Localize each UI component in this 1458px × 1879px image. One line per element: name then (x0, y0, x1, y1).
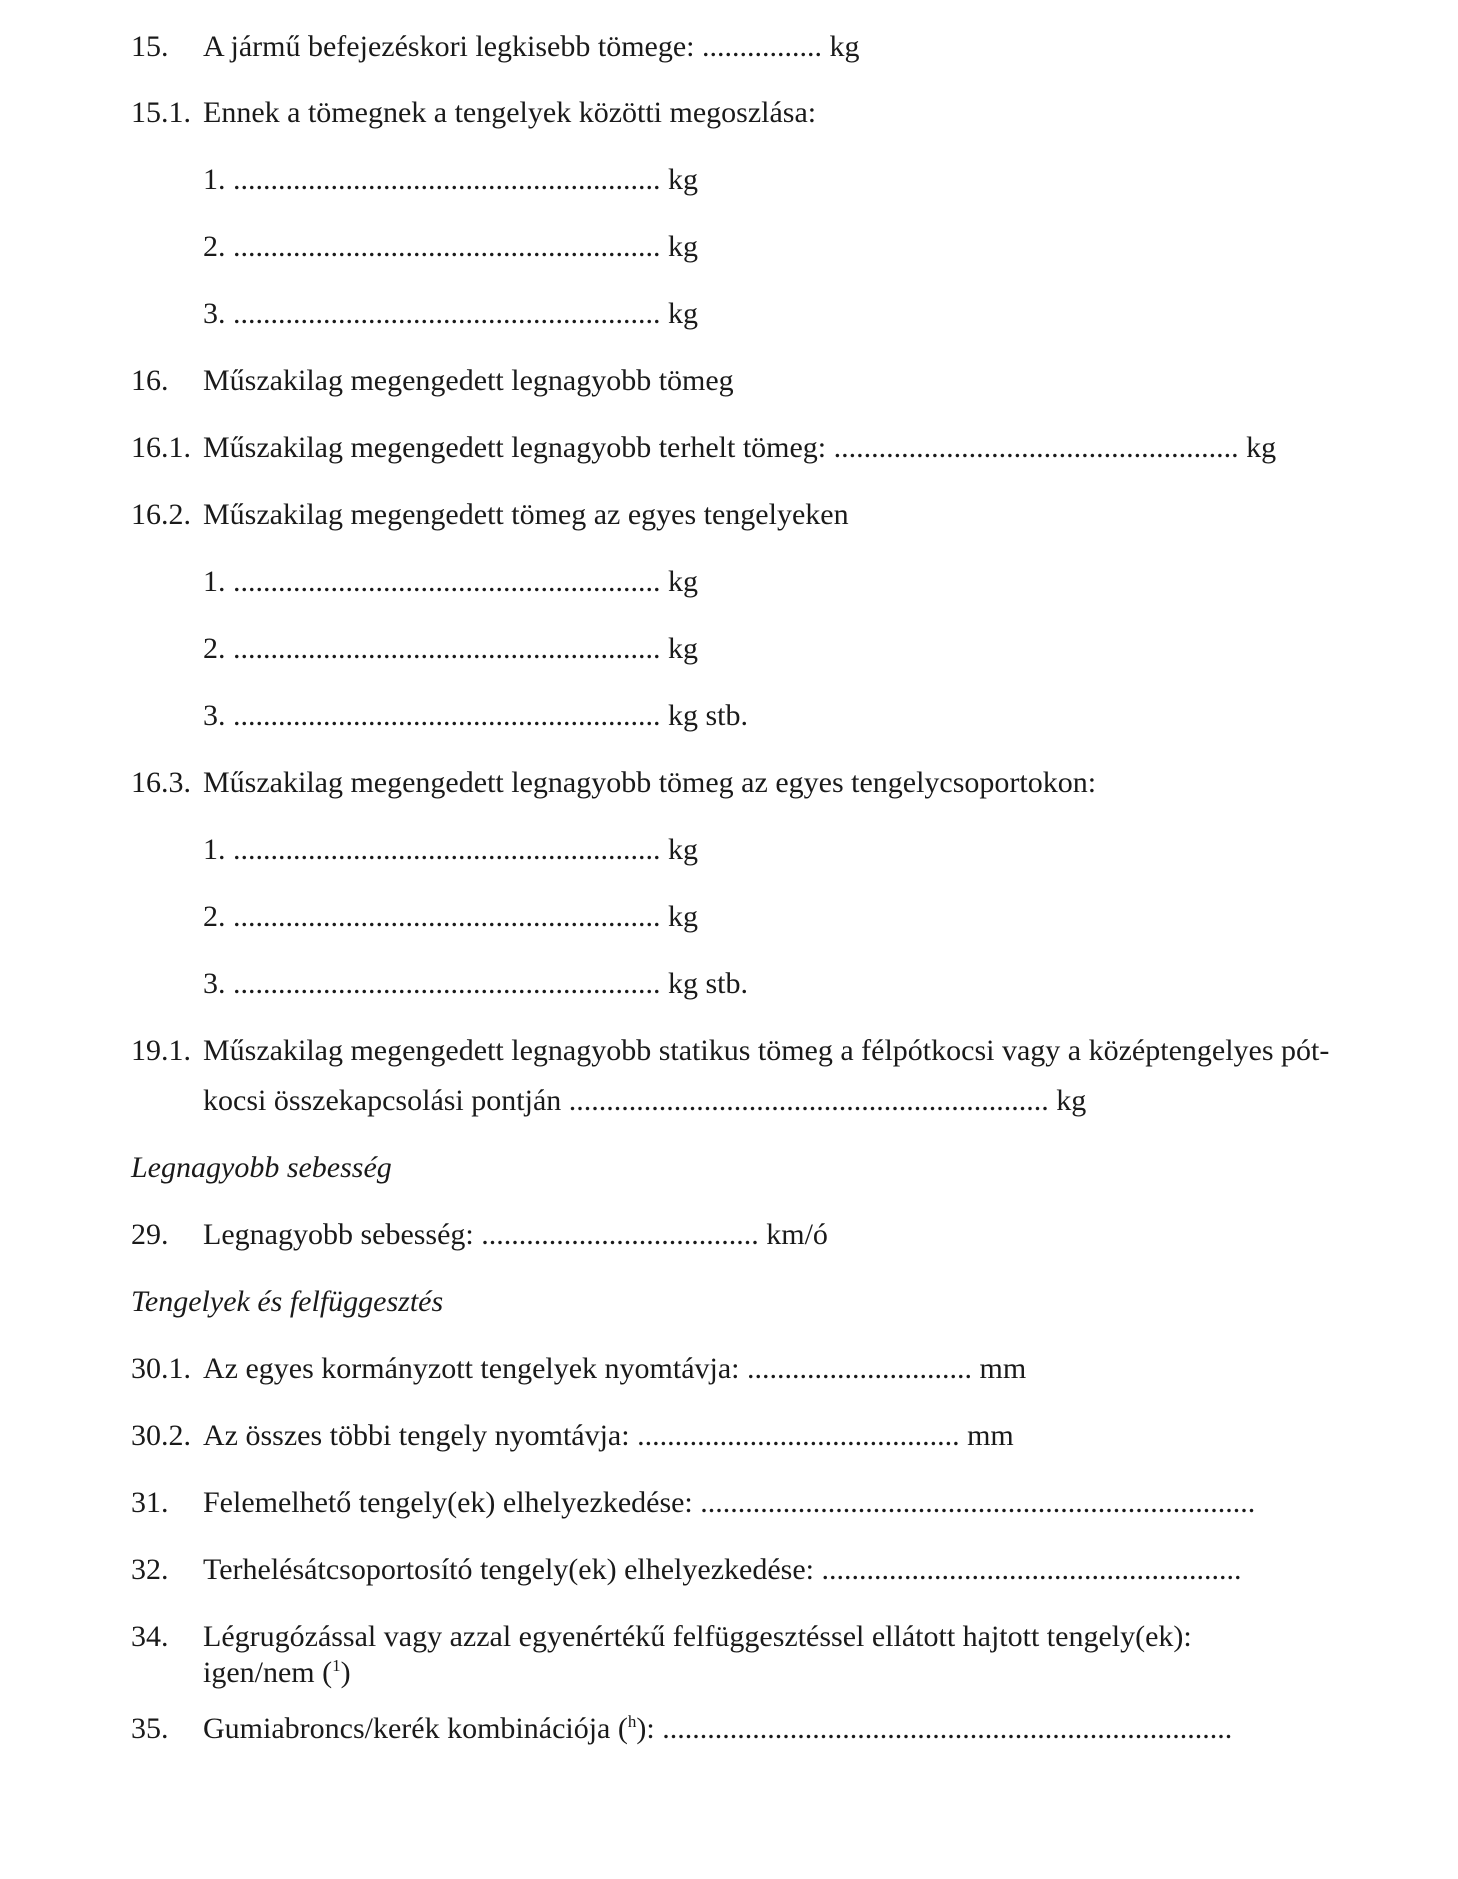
item-number: 32. (131, 1553, 169, 1586)
item-number: 16.2. (131, 498, 191, 531)
item-number: 30.1. (131, 1352, 191, 1385)
item-number: 16.1. (131, 431, 191, 464)
item-text: Ennek a tömegnek a tengelyek közötti megoszlása: (203, 96, 817, 129)
item-text: igen/nem ($^1$) (203, 1656, 351, 1689)
item-number: 19.1. (131, 1034, 191, 1067)
item-text: Műszakilag megengedett legnagyobb tömeg az egyes tengelycsoportokon: (203, 766, 1097, 799)
item-text: Műszakilag megengedett legnagyobb statikus tömeg a félpótkocsi vagy a középtengelyes pót- (203, 1034, 1330, 1067)
item-text: Terhelésátcsoportosító tengely(ek) elhelyezkedése: ........................................................ (203, 1553, 1242, 1586)
item-text: Az egyes kormányzott tengelyek nyomtávja: .............................. mm (203, 1352, 1027, 1385)
item-text: Legnagyobb sebesség: ..................................... km/ó (203, 1218, 828, 1251)
item-text: A jármű befejezéskori legkisebb tömege: ................ kg (203, 30, 860, 63)
item-text: Gumiabroncs/kerék kombinációja ($^h$): ............................................................................ (203, 1712, 1233, 1745)
item-text: Műszakilag megengedett tömeg az egyes tengelyeken (203, 498, 849, 531)
item-text: Műszakilag megengedett legnagyobb tömeg (203, 364, 734, 397)
item-number: 31. (131, 1486, 169, 1519)
footnote-ref: 1 (332, 1656, 341, 1675)
item-number: 34. (131, 1620, 169, 1653)
item-text: Légrugózással vagy azzal egyenértékű felfüggesztéssel ellátott hajtott tengely(ek): (203, 1620, 1192, 1653)
item-number: 15. (131, 30, 169, 63)
item-text: Az összes többi tengely nyomtávja: ........................................... mm (203, 1419, 1014, 1452)
item-number: 16. (131, 364, 169, 397)
item-number: 15.1. (131, 96, 191, 129)
item-number: 29. (131, 1218, 169, 1251)
item-text: kocsi összekapcsolási pontján ................................................................ kg (203, 1084, 1087, 1117)
item-number: 35. (131, 1712, 169, 1745)
footnote-ref: h (627, 1712, 637, 1731)
item-text: Felemelhető tengely(ek) elhelyezkedése: .......................................................................... (203, 1486, 1256, 1519)
section-heading-axles: Tengelyek és felfüggesztés (131, 1285, 444, 1318)
item-text: Műszakilag megengedett legnagyobb terhelt tömeg: ...................................................... kg (203, 431, 1277, 464)
item-number: 30.2. (131, 1419, 191, 1452)
item-number: 16.3. (131, 766, 191, 799)
section-heading-speed: Legnagyobb sebesség (131, 1151, 392, 1184)
